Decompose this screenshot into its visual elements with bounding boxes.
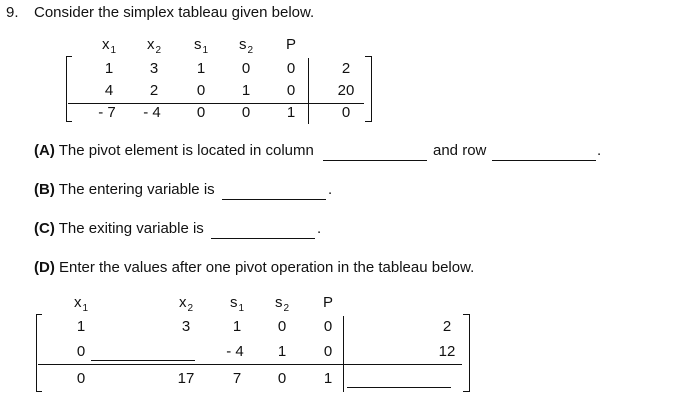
part-b-label: (B) (34, 181, 55, 198)
t2-cell: 0 (76, 370, 86, 387)
t1-cell: - 4 (143, 104, 161, 121)
t1-cell: 0 (286, 82, 296, 99)
t1-cell: 4 (104, 82, 114, 99)
t2-cell: 7 (232, 370, 242, 387)
t2-cell: 1 (277, 343, 287, 360)
part-b-text: The entering variable is (58, 181, 215, 198)
part-a-label: (A) (34, 142, 55, 159)
t1-cell: 0 (196, 82, 206, 99)
t2-left-bracket (36, 314, 37, 392)
question-number: 9. (6, 4, 19, 21)
t2-right-bracket-top (463, 314, 469, 315)
t2-rhs-input[interactable] (347, 387, 451, 388)
t2-header-s1: $s_1$ (229, 294, 245, 314)
t2-cell: - 4 (226, 343, 244, 360)
t2-header-p: P (322, 294, 333, 311)
exiting-variable-input[interactable] (211, 238, 315, 239)
t1-header-x1: $x_1$ (101, 36, 117, 56)
t1-cell: 2 (149, 82, 159, 99)
pivot-column-input[interactable] (323, 160, 427, 161)
t1-rhs: 0 (341, 104, 351, 121)
t2-hrule (38, 364, 462, 365)
part-d (34, 259, 474, 276)
t1-right-bracket-top (365, 56, 371, 57)
t1-rhs: 20 (337, 82, 355, 99)
t1-cell: 0 (286, 60, 296, 77)
t1-right-bracket (371, 56, 372, 122)
t2-right-bracket (469, 314, 470, 392)
t2-rhs: 12 (438, 343, 456, 360)
t2-cell: 1 (232, 318, 242, 335)
t2-cell: 0 (323, 318, 333, 335)
t2-cell: 3 (181, 318, 191, 335)
part-a-period: . (597, 142, 602, 159)
t1-cell: 0 (241, 104, 251, 121)
t2-cell: 1 (76, 318, 86, 335)
t2-cell: 17 (177, 370, 195, 387)
t2-header-x1: $x_1$ (73, 294, 89, 314)
t1-cell: 3 (149, 60, 159, 77)
t2-cell: 0 (323, 343, 333, 360)
t2-rhs: 2 (442, 318, 452, 335)
t1-header-s2: $s_2$ (238, 36, 254, 56)
question-prompt: Consider the simplex tableau given below. (34, 4, 315, 21)
t2-cell: 0 (277, 370, 287, 387)
t1-header-p: P (285, 36, 296, 53)
pivot-row-input[interactable] (492, 160, 596, 161)
t1-cell: 1 (241, 82, 251, 99)
part-b-period: . (328, 181, 333, 198)
t1-cell: 1 (196, 60, 206, 77)
t2-header-s2: $s_2$ (274, 294, 290, 314)
t1-vrule (308, 58, 309, 124)
t1-left-bracket-top (66, 56, 72, 57)
t1-rhs: 2 (341, 60, 351, 77)
t1-cell: 0 (196, 104, 206, 121)
part-c (34, 220, 204, 237)
part-c-period: . (317, 220, 322, 237)
t2-cell: 0 (76, 343, 86, 360)
t1-right-bracket-bottom (365, 121, 371, 122)
part-c-label: (C) (34, 220, 55, 237)
part-d-text: Enter the values after one pivot operation in the tableau below. (59, 259, 475, 276)
t2-left-bracket-top (36, 314, 42, 315)
part-b (34, 181, 215, 198)
t2-vrule (343, 316, 344, 392)
entering-variable-input[interactable] (222, 199, 326, 200)
part-d-label: (D) (34, 259, 55, 276)
t1-cell: 1 (104, 60, 114, 77)
t1-cell: 1 (286, 104, 296, 121)
t2-cell: 1 (323, 370, 333, 387)
t2-x2-input[interactable] (91, 360, 195, 361)
t2-right-bracket-bottom (463, 391, 469, 392)
t1-header-s1: $s_1$ (193, 36, 209, 56)
part-a-text: The pivot element is located in column (58, 142, 314, 159)
part-a (34, 142, 314, 159)
t1-cell: - 7 (98, 104, 116, 121)
t2-left-bracket-bottom (36, 391, 42, 392)
part-a-and-row: and row (433, 142, 487, 159)
t1-header-x2: $x_2$ (146, 36, 162, 56)
t1-cell: 0 (241, 60, 251, 77)
part-c-text: The exiting variable is (58, 220, 204, 237)
t2-header-x2: $x_2$ (178, 294, 194, 314)
t2-cell: 0 (277, 318, 287, 335)
t1-left-bracket (66, 56, 67, 122)
t1-left-bracket-bottom (66, 121, 72, 122)
